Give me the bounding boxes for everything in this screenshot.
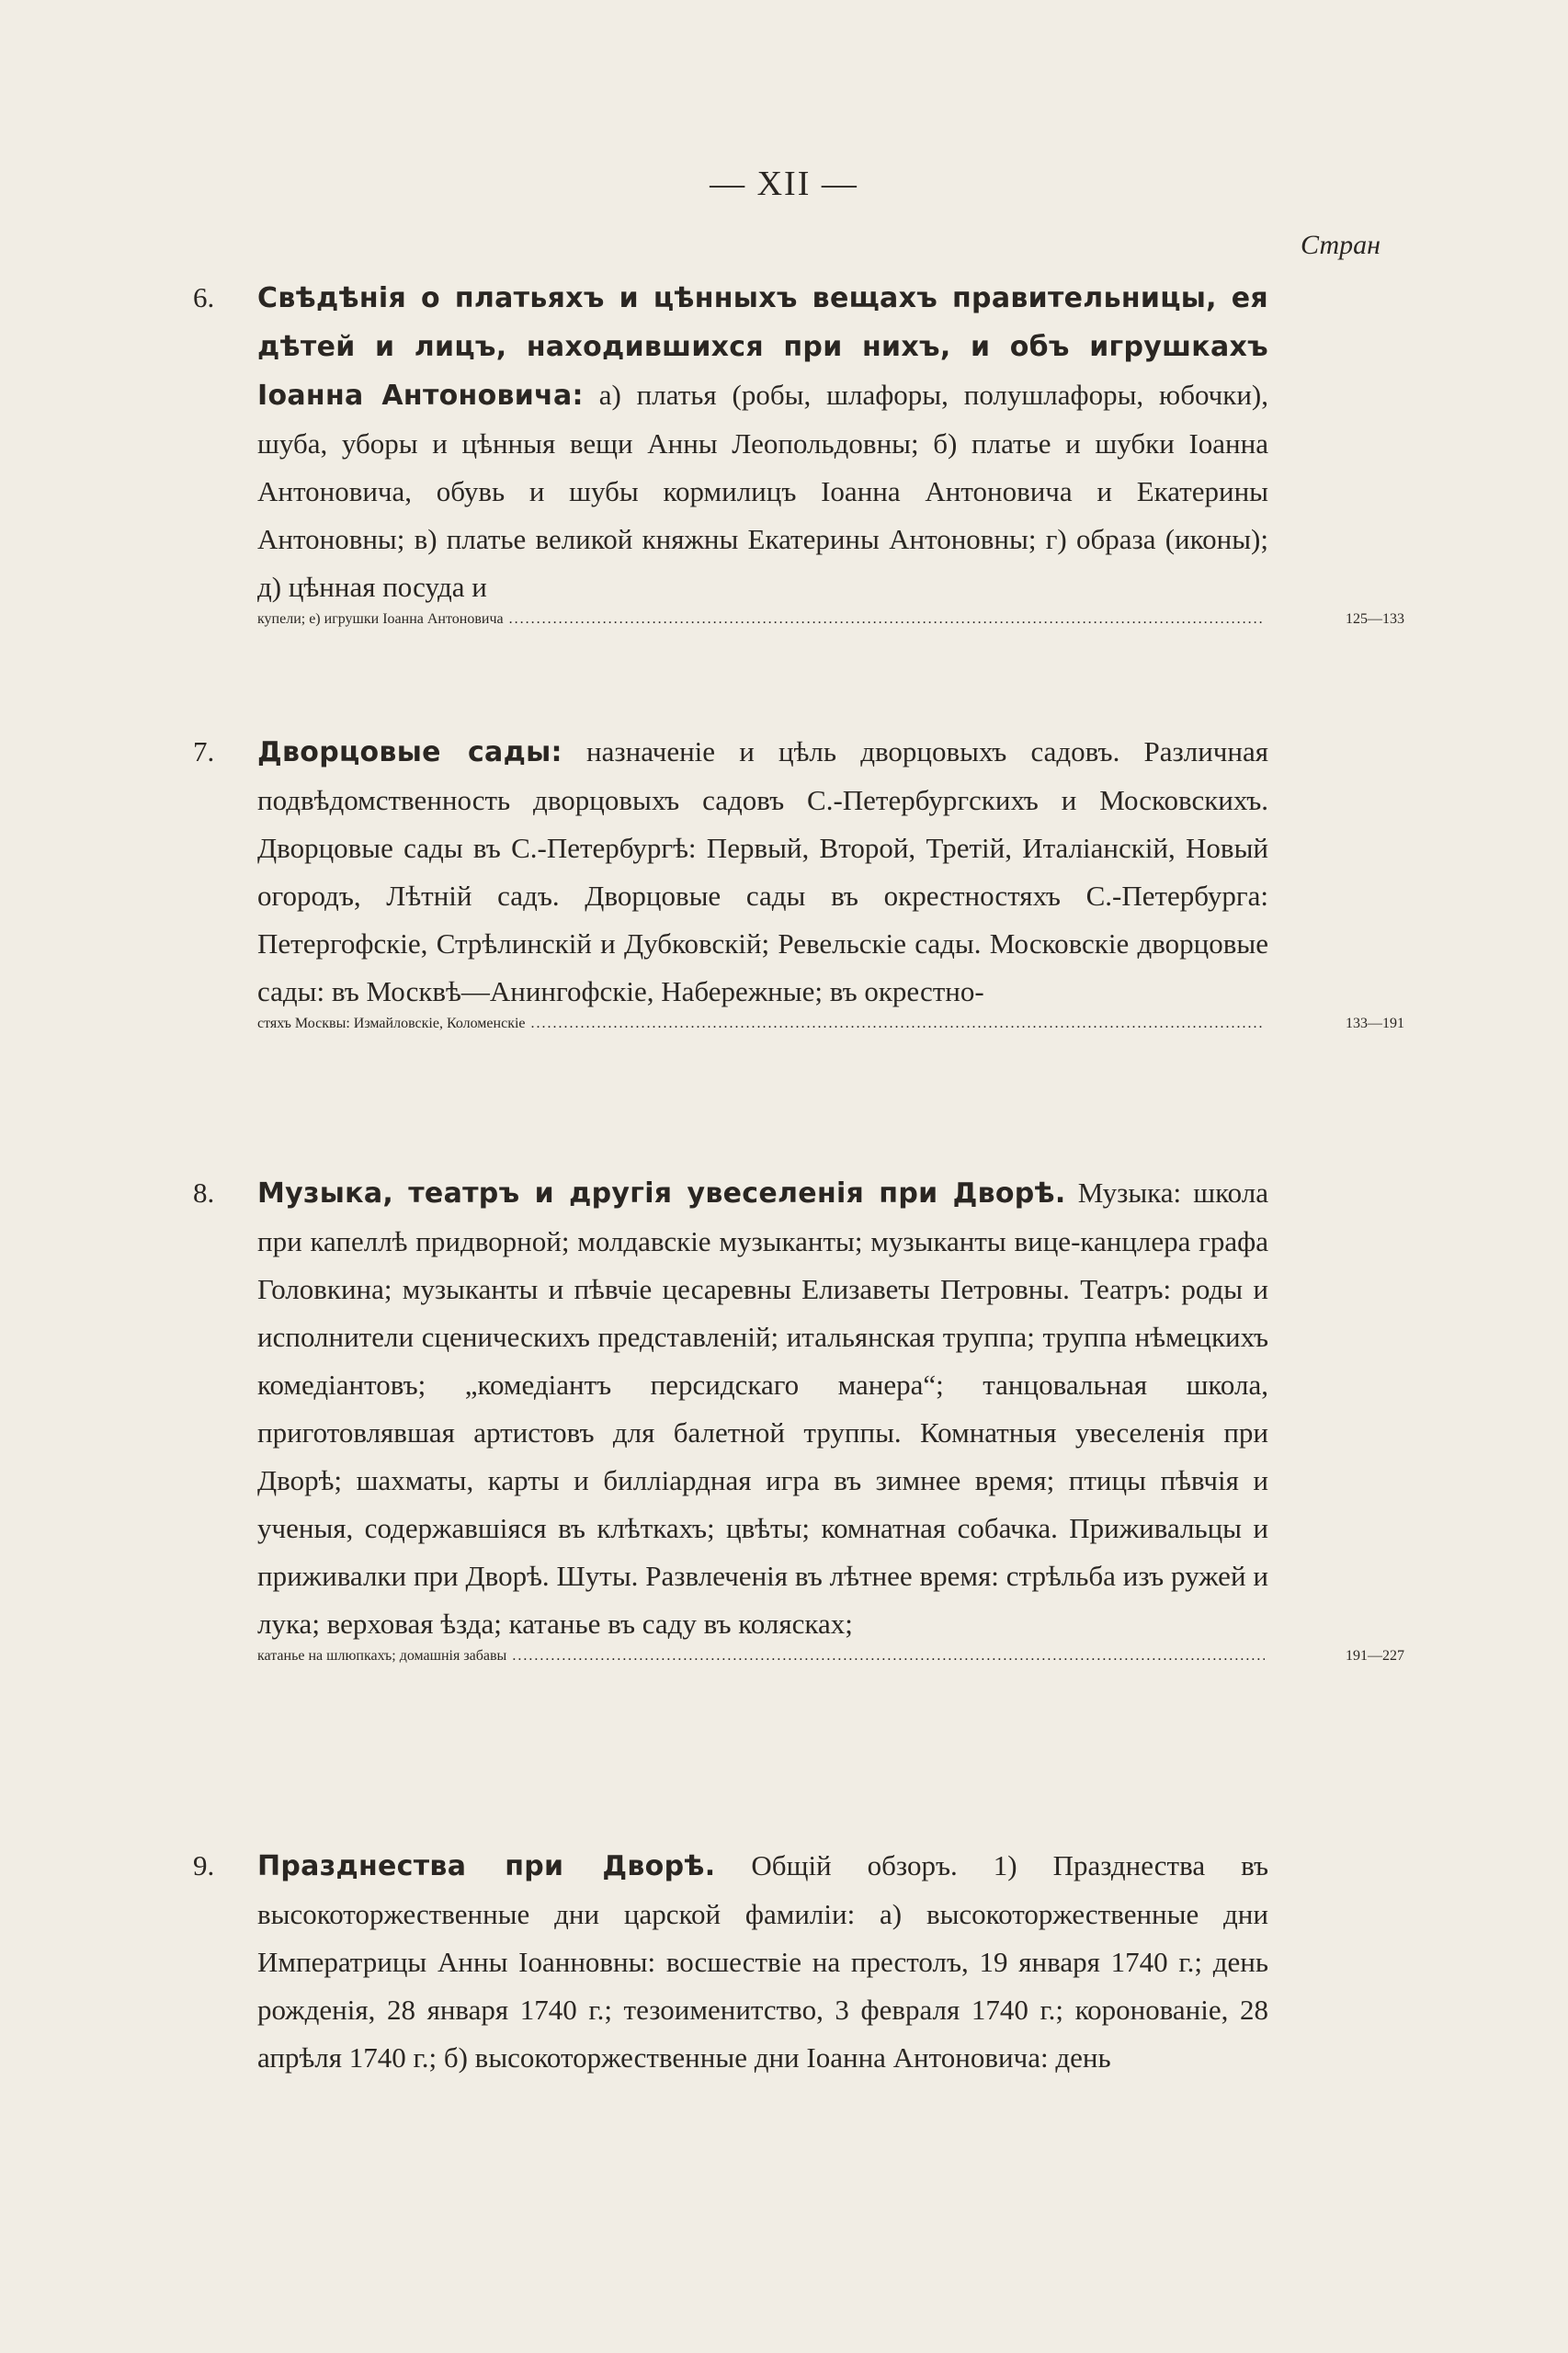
- toc-entry-8: [193, 1169, 1404, 1665]
- page-range: 133—191: [1346, 1016, 1404, 1031]
- entry-number: 7.: [193, 735, 215, 767]
- entry-body: [257, 1842, 1268, 2082]
- entry-last-line: [257, 1648, 1404, 1665]
- entry-last-line: [257, 611, 1404, 628]
- dot-leader: [509, 611, 1265, 628]
- entry-number: 9.: [193, 1849, 215, 1881]
- entry-description: назначеніе и цѣль дворцовыхъ садовъ. Различная подвѣдомственность дворцовыхъ садовъ С.-Петербургскихъ и Московскихъ. Дворцовые сады въ С.-Петербургѣ: Первый, Второй, Третій, Италіанскій, Новый огородъ, Лѣтній садъ. Дворцовые сады въ окрестностяхъ С.-Петербурга: Петергофскіе, Стрѣлинскій и Дубковскій; Ревельскіе сады. Московскіе дворцовые сады: въ Москвѣ—Анингофскіе, Набережные; въ окрестно-: [257, 735, 1268, 1007]
- entry-description: Общій обзоръ. 1) Празднества въ высокоторжественные дни царской фамиліи: а) высокоторжественные дни Императрицы Анны Іоанновны: восшествіе на престолъ, 19 января 1740 г.; день рожденія, 28 января 1740 г.; тезоименитство, 3 февраля 1740 г.; коронованіе, 28 апрѣля 1740 г.; б) высокоторжественные дни Іоанна Антоновича: день: [257, 1849, 1268, 2074]
- page-column-label: Стран: [1301, 230, 1381, 260]
- toc-entry-7: [193, 728, 1404, 1032]
- page-number: — XII —: [710, 165, 858, 203]
- entry-title: Дворцовые сады:: [257, 736, 562, 768]
- entry-last-text: катанье на шлюпкахъ; домашнія забавы: [257, 1648, 507, 1664]
- entry-title: Свѣдѣнія о платьяхъ и цѣнныхъ вещахъ правительницы, ея дѣтей и лицъ, находившихся при нихъ, и объ игрушкахъ Іоанна Антоновича:: [257, 282, 1268, 412]
- page-range: 191—227: [1346, 1648, 1404, 1664]
- entry-description: а) платья (робы, шлафоры, полушлафоры, юбочки), шуба, уборы и цѣнныя вещи Анны Леопольдовны; б) платье и шубки Іоанна Антоновича, обувь и шубы кормилицъ Іоанна Антоновича и Екатерины Антоновны; в) платье великой княжны Екатерины Антоновны; г) образа (иконы); д) цѣнная посуда и: [257, 379, 1268, 603]
- entry-last-line: [257, 1016, 1404, 1032]
- entry-last-text: купели; е) игрушки Іоанна Антоновича: [257, 611, 504, 627]
- entry-description: Музыка: школа при капеллѣ придворной; молдавскіе музыканты; музыканты вице-канцлера графа Головкина; музыканты и пѣвчіе цесаревны Елизаветы Петровны. Театръ: роды и исполнители сценическихъ представленій; итальянская труппа; труппа нѣмецкихъ комедіантовъ; „комедіантъ персидскаго манера“; танцовальная школа, приготовлявшая артистовъ для балетной труппы. Комнатныя увеселенія при Дворѣ; шахматы, карты и билліардная игра въ зимнее время; птицы пѣвчія и ученыя, содержавшіяся въ клѣткахъ; цвѣты; комнатная собачка. Приживальцы и приживалки при Дворѣ. Шуты. Развлеченія въ лѣтнее время: стрѣльба изъ ружей и лука; верховая ѣзда; катанье въ саду въ колясках;: [257, 1176, 1268, 1640]
- page-range: 125—133: [1346, 611, 1404, 627]
- entry-title: Музыка, театръ и другія увеселенія при Дворѣ.: [257, 1177, 1066, 1210]
- entry-number: 6.: [193, 281, 215, 313]
- entry-body: [257, 274, 1268, 611]
- entry-number: 8.: [193, 1176, 215, 1209]
- entry-last-text: стяхъ Москвы: Измайловскіе, Коломенскіе: [257, 1016, 526, 1031]
- entry-title: Празднества при Дворѣ.: [257, 1850, 716, 1882]
- toc-entry-6: [193, 274, 1404, 628]
- entry-body: [257, 1169, 1268, 1648]
- dot-leader: [531, 1016, 1265, 1032]
- dot-leader: [512, 1648, 1265, 1665]
- entry-body: [257, 728, 1268, 1016]
- toc-entry-9: [193, 1842, 1404, 2082]
